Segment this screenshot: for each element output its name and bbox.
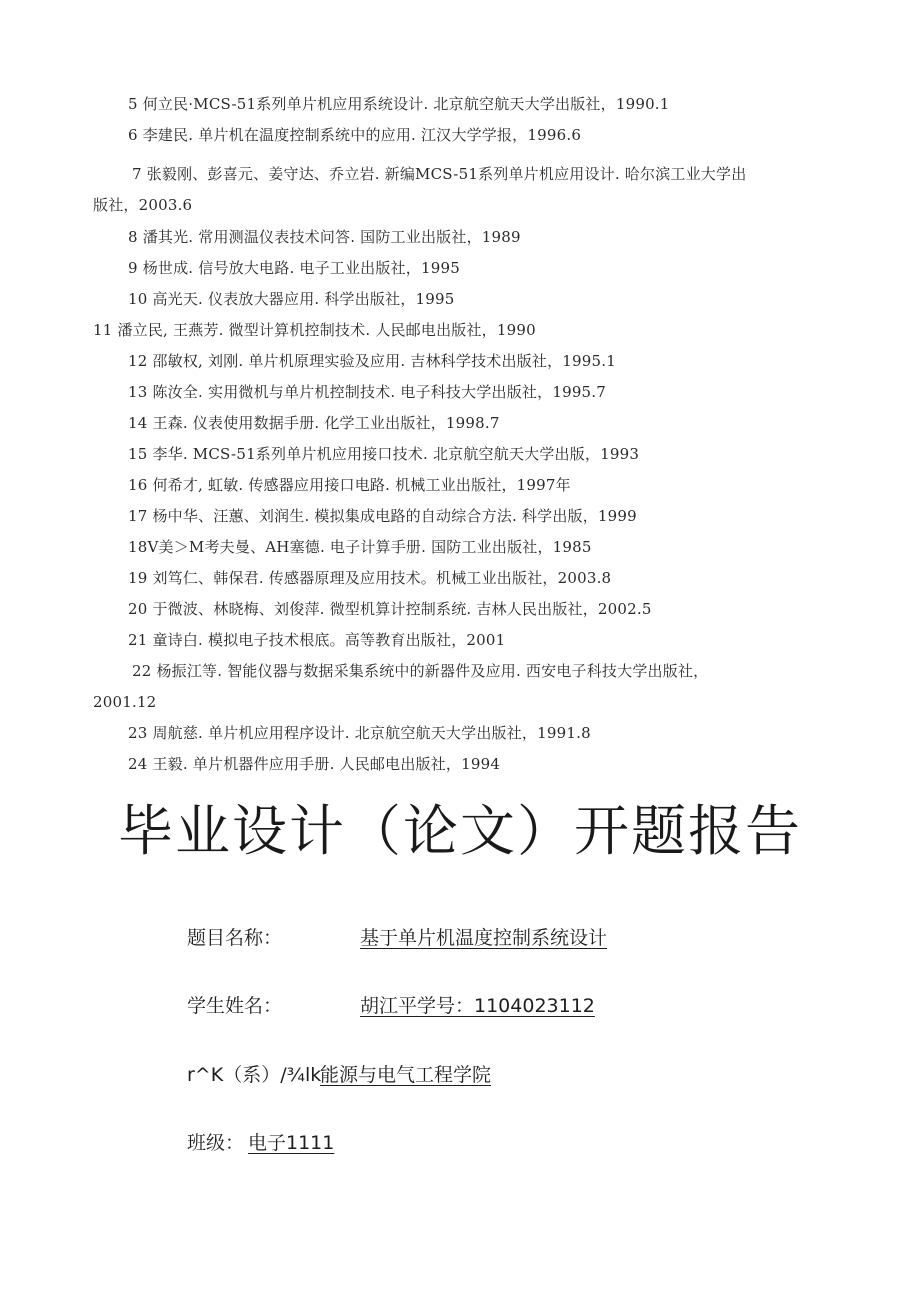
student-name-and-id: 胡江平学号：1104023112 bbox=[360, 995, 595, 1017]
reference-item-continuation: 2001.12 bbox=[93, 693, 157, 711]
topic-label: 题目名称： bbox=[187, 927, 283, 949]
reference-item: 10 高光天. 仪表放大器应用. 科学出版社，1995 bbox=[128, 290, 455, 308]
reference-item: 21 童诗白. 模拟电子技术根底。高等教育出版社，2001 bbox=[128, 631, 506, 649]
student-name-label: 学生姓名： bbox=[187, 995, 283, 1017]
class-label: 班级： bbox=[187, 1132, 245, 1154]
reference-item: 8 潘其光. 常用测温仪表技术问答. 国防工业出版社，1989 bbox=[128, 228, 521, 246]
class-value: 电子1111 bbox=[248, 1132, 335, 1154]
reference-item: 14 王森. 仪表使用数据手册. 化学工业出版社，1998.7 bbox=[128, 414, 500, 432]
reference-item: 5 何立民·MCS-51系列单片机应用系统设计. 北京航空航天大学出版社，1990.1 bbox=[128, 95, 670, 113]
reference-item: 23 周航慈. 单片机应用程序设计. 北京航空航天大学出版社，1991.8 bbox=[128, 724, 591, 742]
reference-item: 15 李华. MCS-51系列单片机应用接口技术. 北京航空航天大学出版，1993 bbox=[128, 445, 640, 463]
reference-item: 11 潘立民, 王燕芳. 微型计算机控制技术. 人民邮电出版社，1990 bbox=[93, 321, 536, 339]
reference-item: 13 陈汝全. 实用微机与单片机控制技术. 电子科技大学出版社，1995.7 bbox=[128, 383, 607, 401]
reference-item: 22 杨振江等. 智能仪器与数据采集系统中的新器件及应用. 西安电子科技大学出版社， bbox=[132, 662, 709, 680]
reference-item: 24 王毅. 单片机器件应用手册. 人民邮电出版社，1994 bbox=[128, 755, 501, 773]
reference-item: 6 李建民. 单片机在温度控制系统中的应用. 江汉大学学报，1996.6 bbox=[128, 126, 582, 144]
report-title: 毕业设计（论文）开题报告 bbox=[117, 799, 802, 863]
reference-item: 16 何希才, 虹敏. 传感器应用接口电路. 机械工业出版社，1997年 bbox=[128, 476, 571, 494]
topic-value: 基于单片机温度控制系统设计 bbox=[360, 927, 608, 949]
reference-item: 12 邵敏权, 刘刚. 单片机原理实验及应用. 吉林科学技术出版社，1995.1 bbox=[128, 352, 616, 370]
reference-item: 18Ⅴ美＞M考夫曼、AH塞德. 电子计算手册. 国防工业出版社，1985 bbox=[128, 538, 592, 556]
reference-item: 9 杨世成. 信号放大电路. 电子工业出版社，1995 bbox=[128, 259, 460, 277]
reference-item: 19 刘笃仁、韩保君. 传感器原理及应用技术。机械工业出版社，2003.8 bbox=[128, 569, 612, 587]
reference-item: 17 杨中华、汪蕙、刘润生. 模拟集成电路的自动综合方法. 科学出版，1999 bbox=[128, 507, 637, 525]
department-label: r^K（系）/¾lk bbox=[187, 1064, 322, 1086]
reference-item-continuation: 版社，2003.6 bbox=[93, 196, 193, 214]
reference-item: 20 于微波、林晓梅、刘俊萍. 微型机算计控制系统. 吉林人民出版社，2002.5 bbox=[128, 600, 652, 618]
department-value: 能源与电气工程学院 bbox=[320, 1064, 492, 1086]
reference-item: 7 张毅刚、彭喜元、姜守达、乔立岩. 新编MCS-51系列单片机应用设计. 哈尔滨工业大学出 bbox=[132, 165, 747, 183]
